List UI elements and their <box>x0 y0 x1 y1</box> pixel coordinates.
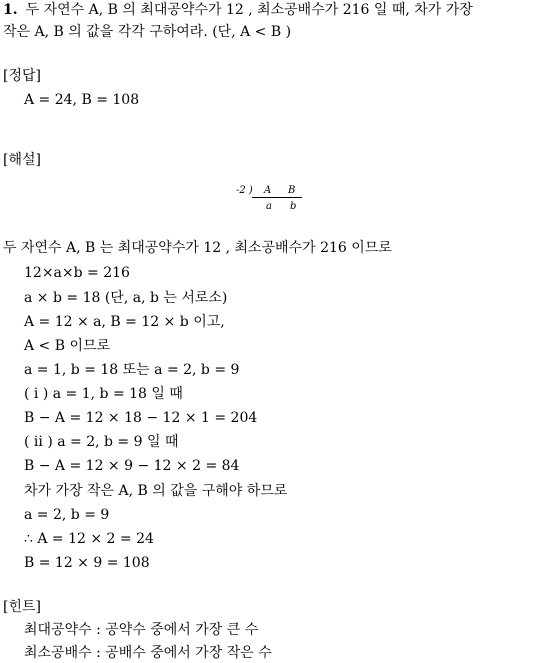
diagram-bottom-a: a <box>266 201 272 212</box>
explanation-step: B − A = 12 × 9 − 12 × 2 = 84 <box>24 458 240 474</box>
explanation-step: 12×a×b = 216 <box>24 265 130 281</box>
diagram-top-a: A <box>264 185 272 196</box>
question-line-2: 작은 A, B 의 값을 각각 구하여라. (단, A < B ) <box>3 24 292 40</box>
hint-label: [힌트] <box>3 599 41 615</box>
hint-line: 최대공약수 : 공약수 중에서 가장 큰 수 <box>24 622 259 638</box>
answer-text: A = 24, B = 108 <box>24 92 140 108</box>
question-line-1: 1. 두 자연수 A, B 의 최대공약수가 12 , 최소공배수가 216 일 때, 차가 가장 <box>3 2 473 18</box>
explanation-step: 차가 가장 작은 A, B 의 값을 구해야 하므로 <box>24 483 288 499</box>
explanation-step: ∴ A = 12 × 2 = 24 <box>24 531 154 547</box>
diagram-divisor: -2 ) <box>236 185 253 196</box>
explanation-label: [해설] <box>3 152 41 168</box>
explanation-step: B − A = 12 × 18 − 12 × 1 = 204 <box>24 410 258 426</box>
hint-line: 최소공배수 : 공배수 중에서 가장 작은 수 <box>24 645 272 661</box>
explanation-step: B = 12 × 9 = 108 <box>24 555 150 571</box>
explanation-step: A = 12 × a, B = 12 × b 이고, <box>24 314 225 330</box>
explanation-step: a = 2, b = 9 <box>24 507 110 523</box>
diagram-bottom-b: b <box>290 201 297 212</box>
explanation-intro: 두 자연수 A, B 는 최대공약수가 12 , 최소공배수가 216 이므로 <box>3 240 392 256</box>
diagram-top-b: B <box>288 185 296 196</box>
explanation-step: ( i ) a = 1, b = 18 일 때 <box>24 386 183 402</box>
diagram-bar <box>252 197 302 198</box>
explanation-step: a = 1, b = 18 또는 a = 2, b = 9 <box>24 362 240 378</box>
explanation-step: ( ii ) a = 2, b = 9 일 때 <box>24 434 179 450</box>
answer-label: [정답] <box>3 68 41 84</box>
explanation-step: A < B 이므로 <box>24 338 111 354</box>
explanation-step: a × b = 18 (단, a, b 는 서로소) <box>24 290 228 306</box>
question-number: 1. <box>3 2 18 18</box>
division-diagram <box>236 185 306 217</box>
